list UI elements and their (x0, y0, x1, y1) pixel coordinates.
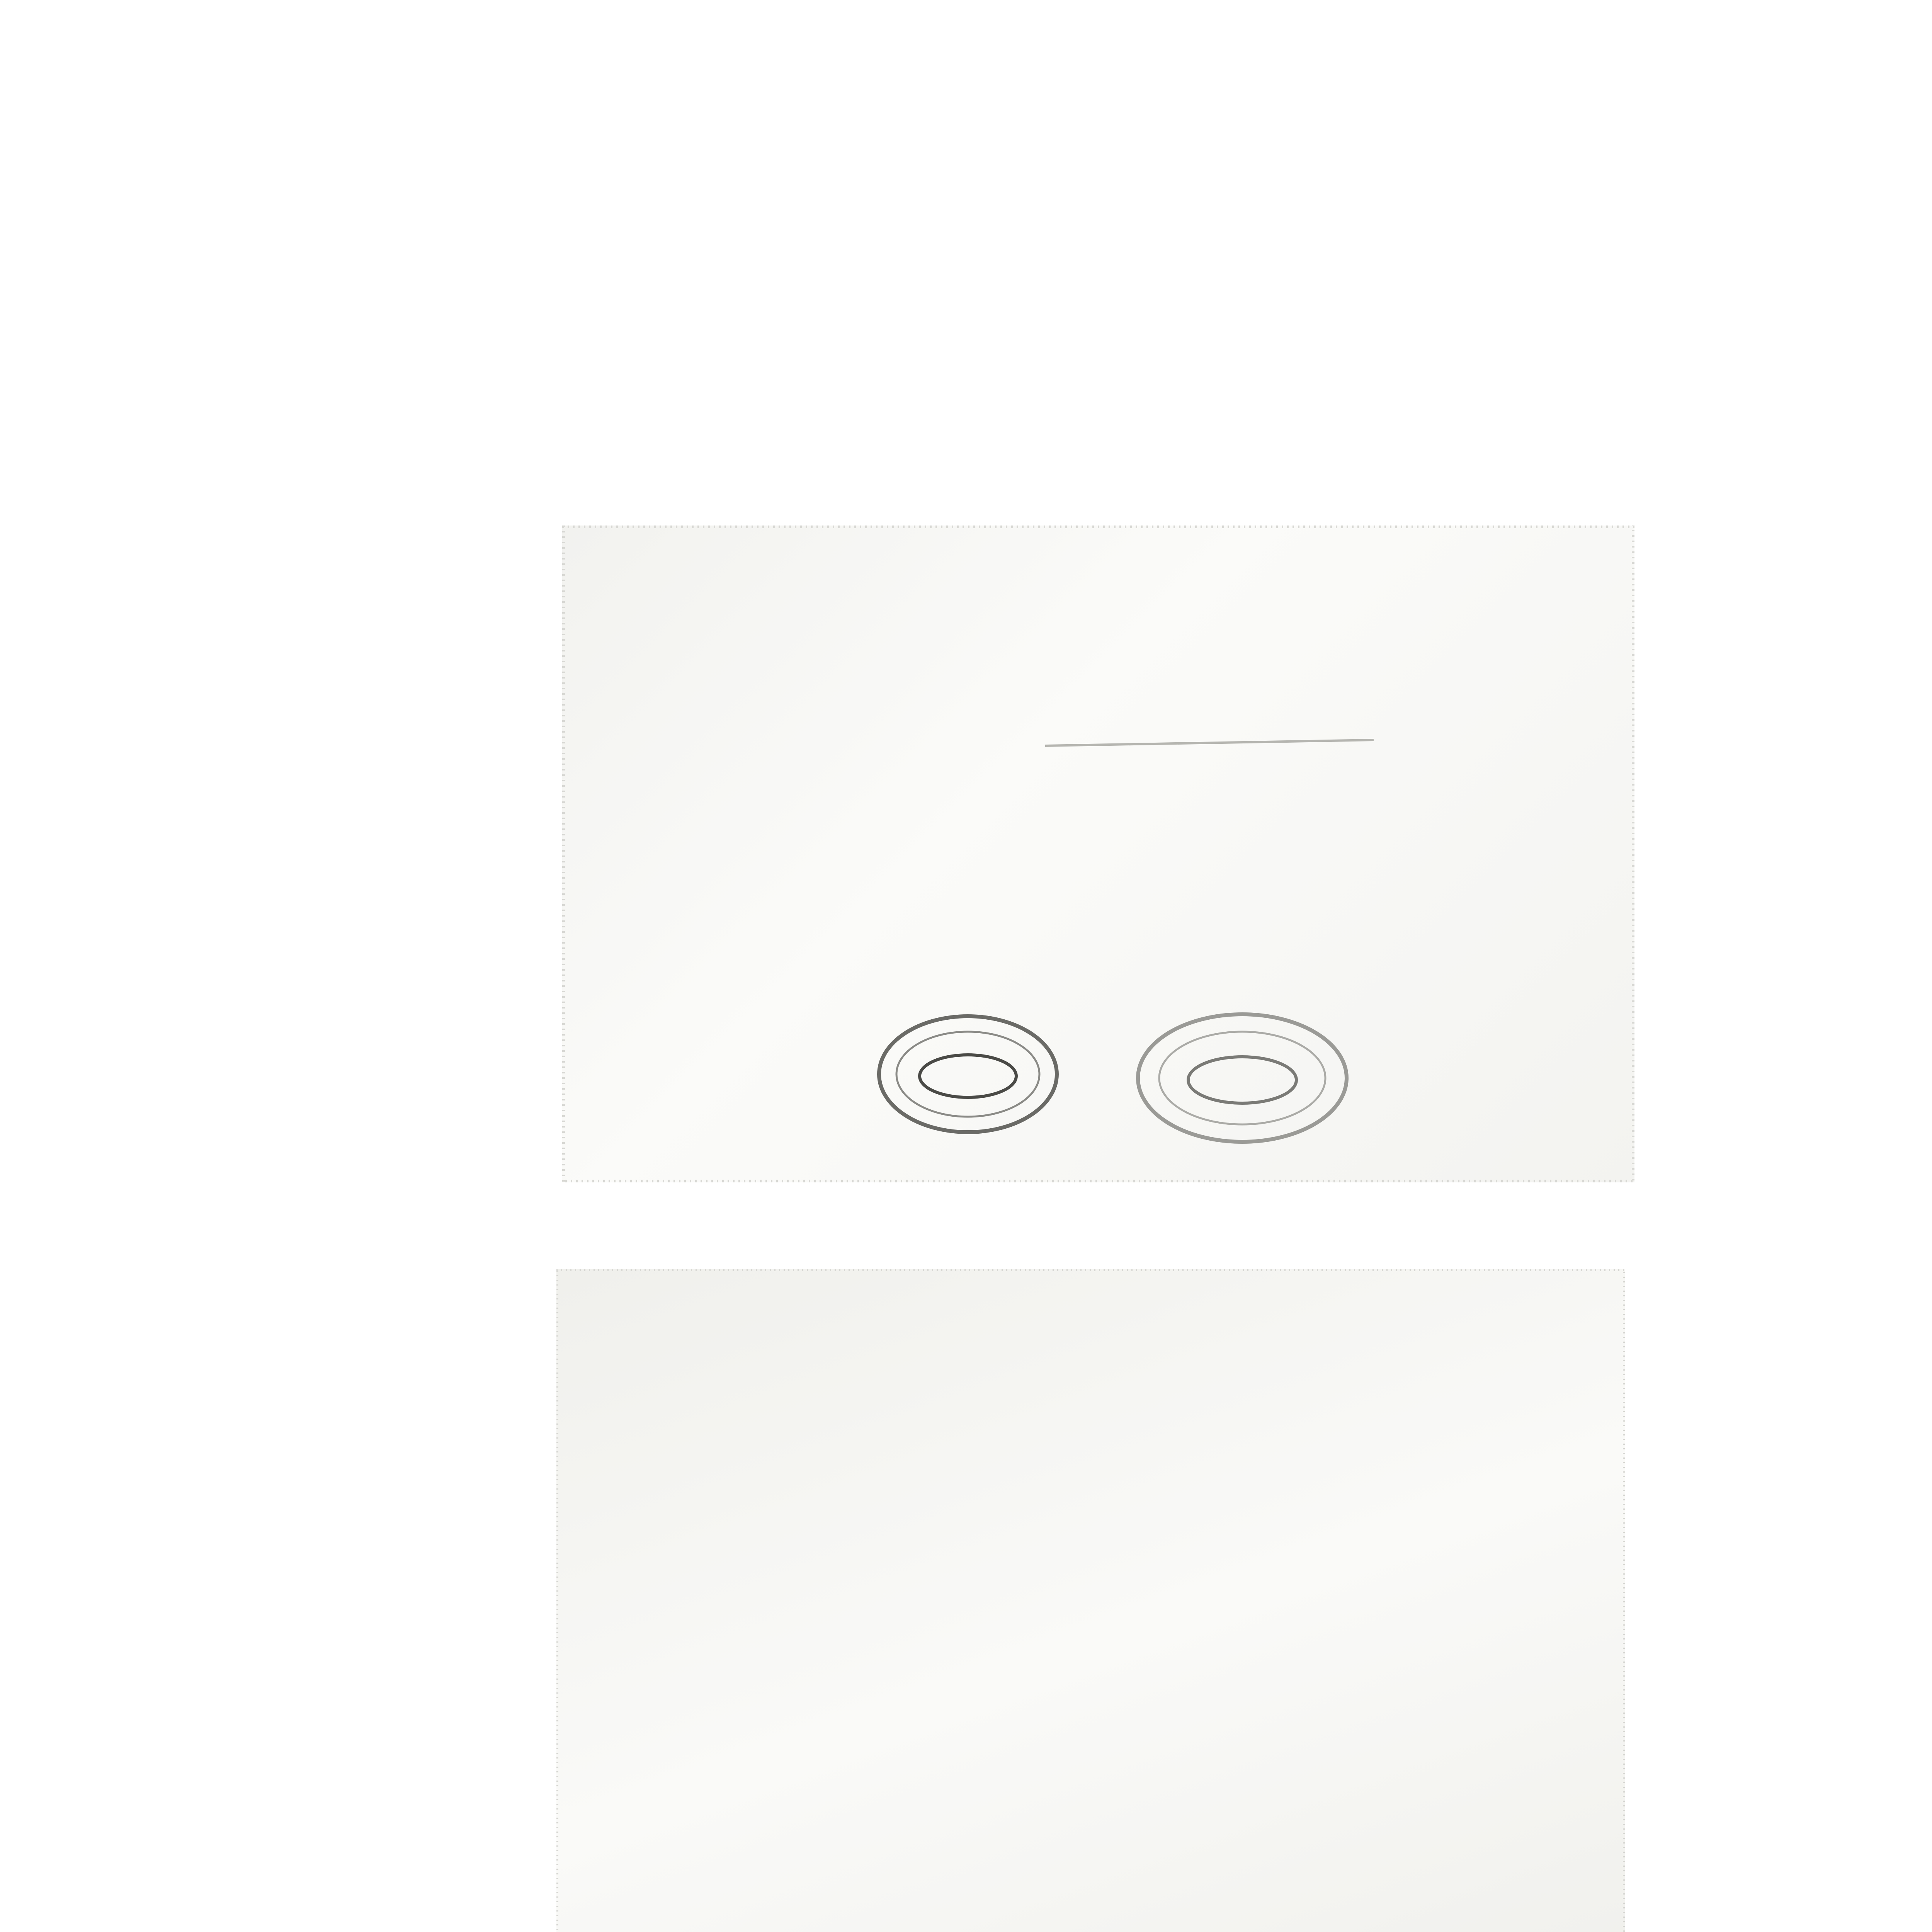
library-stamp-left (879, 1016, 1057, 1132)
manuscript-scan-folio-1 (562, 526, 1634, 1182)
manuscript-scan-folio-2 (556, 1269, 1625, 1932)
library-stamp-right (1138, 1014, 1347, 1142)
manuscript-image-folio-1 (562, 526, 1634, 1182)
manuscript-image-folio-2 (556, 1269, 1625, 1932)
